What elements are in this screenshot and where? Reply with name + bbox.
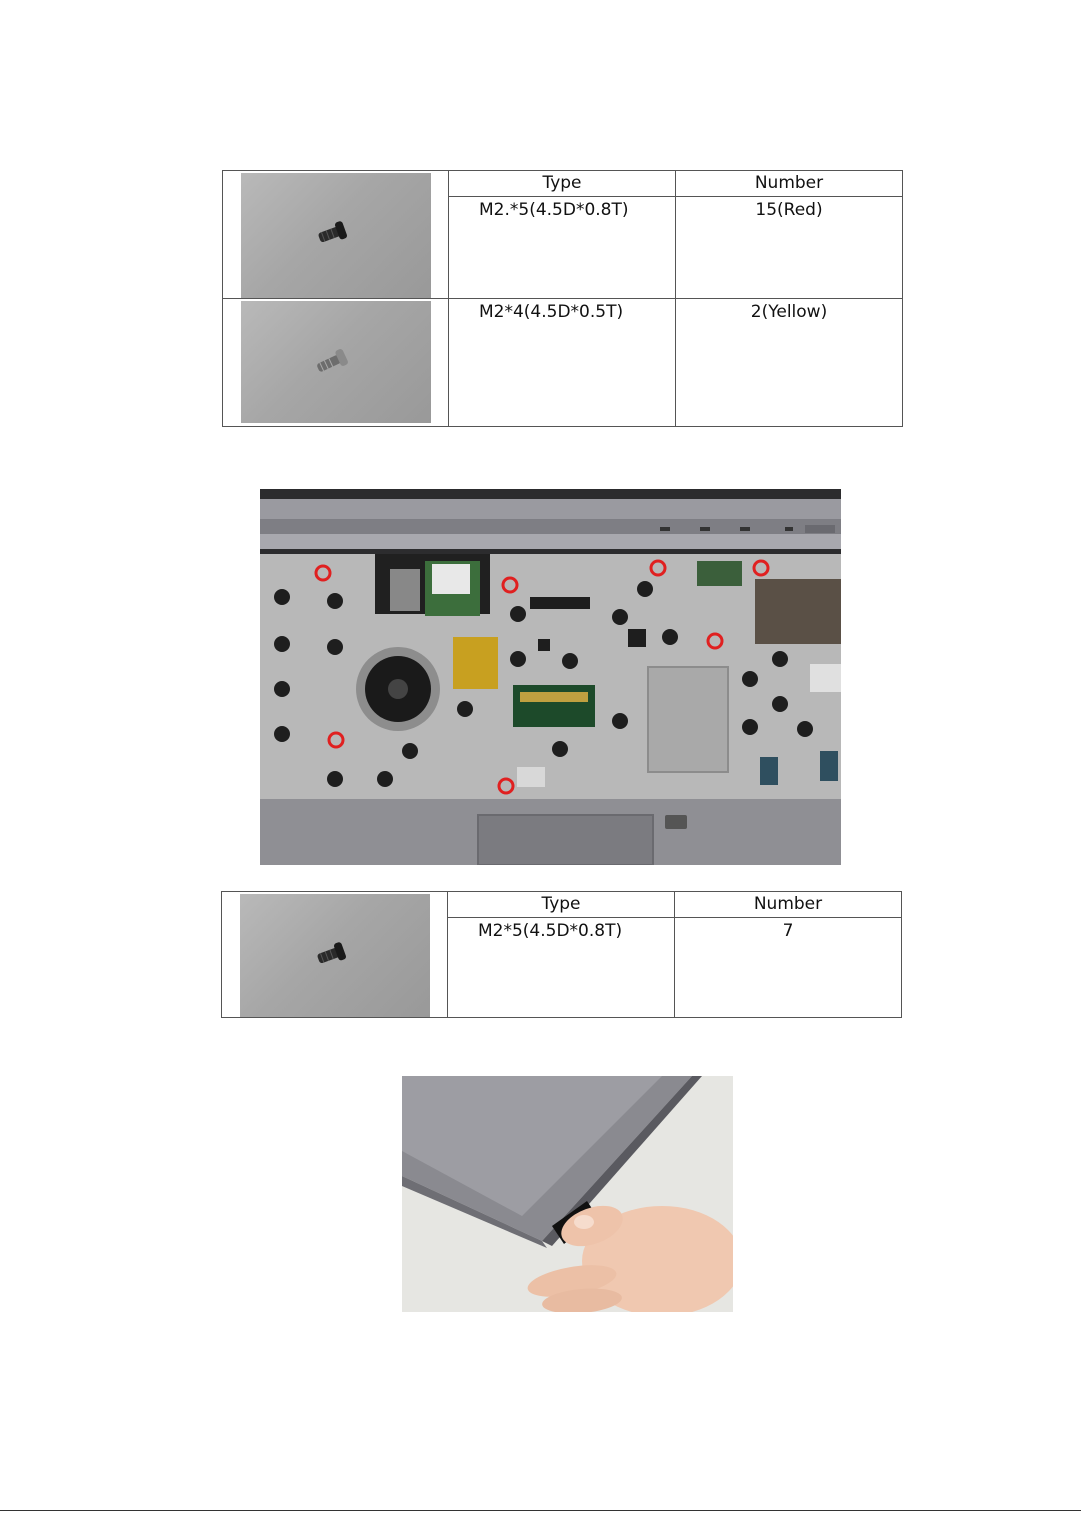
screw-type-cell: M2.*5(4.5D*0.8T): [449, 197, 676, 299]
screw-type-cell: M2*4(4.5D*0.5T): [449, 299, 676, 427]
silver-screw-icon: [241, 301, 431, 423]
hand-prying-illustration: [402, 1076, 733, 1312]
screw-photo-dark: [241, 173, 431, 298]
dark-screw-icon: [240, 894, 430, 1017]
chassis-illustration: [260, 489, 841, 865]
chassis-screw-locations-photo: [260, 489, 841, 865]
dark-screw-icon: [241, 173, 431, 298]
screw-number-cell: 7: [675, 918, 902, 1018]
page-footer-rule: [0, 1510, 1081, 1511]
pry-bezel-photo: [402, 1076, 733, 1312]
screw-type-cell: M2*5(4.5D*0.8T): [448, 918, 675, 1018]
number-header: Number: [676, 171, 903, 197]
type-header: Type: [448, 892, 675, 918]
table-row: [223, 299, 903, 427]
type-header: Type: [449, 171, 676, 197]
screw-table-2: [221, 891, 902, 1018]
screw-photo-cell: [223, 171, 449, 299]
screw-photo-silver: [241, 301, 431, 423]
screw-table-1: [222, 170, 903, 427]
screw-number-cell: 15(Red): [676, 197, 903, 299]
number-header: Number: [675, 892, 902, 918]
screw-number-cell: 2(Yellow): [676, 299, 903, 427]
screw-photo-dark: [240, 894, 430, 1017]
screw-photo-cell: [223, 299, 449, 427]
screw-photo-cell: [222, 892, 448, 1018]
